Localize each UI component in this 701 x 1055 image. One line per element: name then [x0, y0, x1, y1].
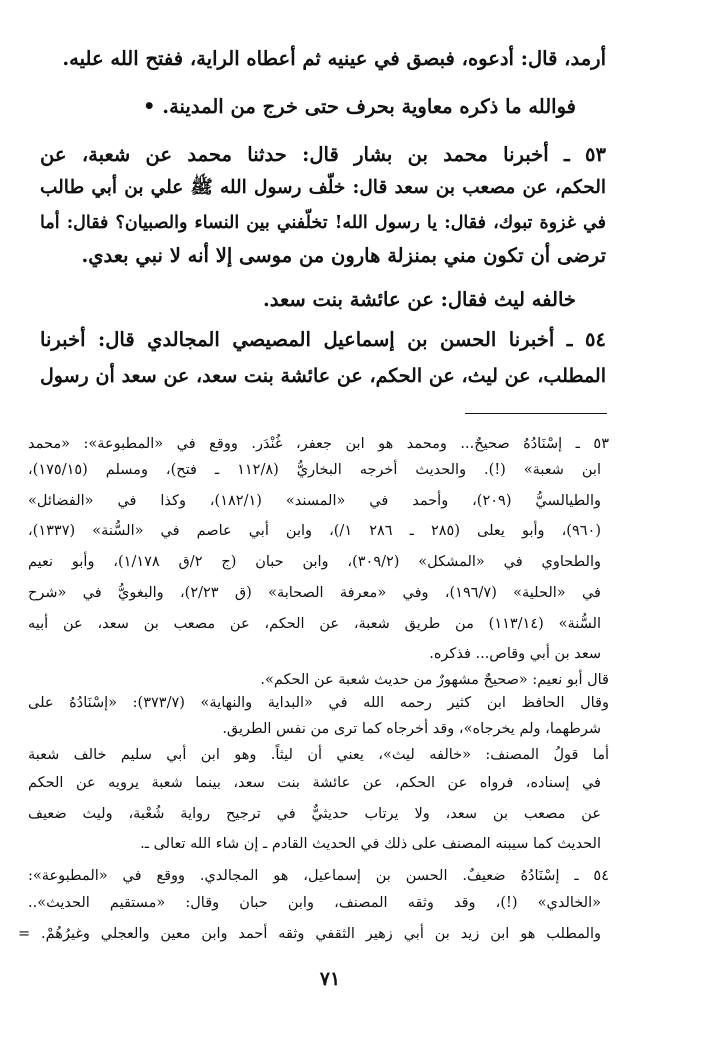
main-text-line: خالفه ليث فقال: عن عائشة بنت سعد. — [262, 288, 576, 311]
footnote-line: عن مصعب بن سعد، ولا يرتاب حديثيٌّ في ترجيح رواية شُعْبة، وليث ضعيف — [28, 806, 601, 822]
footnote-line: في إسناده، فرواه عن الحكم، عن عائشة بنت سعد، بينما شعبة يرويه عن الحكم — [28, 775, 601, 791]
footnote-line: السُّنة» (١١٣/١٤) من طريق شعبة، عن الحكم، عن مصعب بن سعد، عن أبيه — [28, 616, 601, 632]
main-text-line: الحكم، عن مصعب بن سعد قال: خلّف رسول الله ﷺ علي بن أبي طالب — [40, 177, 606, 198]
footnote-line: والطحاوي في «المشكل» (٣٠٩/٢)، وابن حبان (ج ٢/ق ١/١٧٨)، وأبو نعيم — [28, 554, 601, 570]
main-text-line: ٥٣ ـ أخبرنا محمد بن بشار قال: حدثنا محمد عن شعبة، عن — [40, 143, 606, 166]
main-text-line: في غزوة تبوك، فقال: يا رسول الله! تخلّفني بين النساء والصبيان؟ فقال: أما — [40, 213, 606, 233]
footnote-line: شرطهما، ولم يخرجاه»، وقد أخرجاه كما ترى من نفس الطريق. — [222, 721, 601, 737]
footnote-line: ابن شعبة» (!). والحديث أخرجه البخاريُّ (١١٢/٨ ـ فتح)، ومسلم (١٧٥/١٥)، — [28, 462, 601, 478]
footnote-line: ٥٤ ـ إسْنَادُهُ ضعيفٌ. الحسن بن إسماعيل، هو المجالدي. ووقع في «المطبوعة»: — [28, 868, 609, 884]
footnote-line: الحديث كما سيبنه المصنف على ذلك في الحديث القادم ـ إن شاء الله تعالى ـ. — [140, 836, 601, 852]
footnote-line: سعد بن أبي وقاص... فذكره. — [429, 646, 601, 662]
footnote-line: قال أبو نعيم: «صحيحٌ مشهورٌ من حديث شعبة عن الحكم». — [260, 672, 609, 688]
main-text-line: ٥٤ ـ أخبرنا الحسن بن إسماعيل المصيصي المجالدي قال: أخبرنا — [40, 328, 606, 351]
main-text-line: المطلب، عن ليث، عن الحكم، عن عائشة بنت سعد، عن سعد أن رسول — [40, 365, 606, 387]
footnote-line: «الخالدي» (!)، وقد وثقه المصنف، وابن حبان وقال: «مستقيم الحديث».. — [28, 895, 601, 911]
footnote-line: والمطلب هو ابن زيد بن أبي زهير الثقفي وثقه أحمد وابن معين والعجلي وغيرُهُمْ. = — [18, 926, 601, 942]
footnote-line: في «الحلية» (١٩٦/٧)، وفي «معرفة الصحابة» (ق ٢/٢٣)، والبغويُّ في «شرح — [28, 585, 601, 601]
footnote-line: أما قولُ المصنف: «خالفه ليث»، يعني أن ليثاً. وهو ابن أبي سليم خالف شعبة — [28, 747, 609, 763]
footnote-line: والطيالسيُّ (٢٠٩)، وأحمد في «المسند» (١٨٢/١)، وكذا في «الفضائل» — [28, 493, 602, 509]
main-text-line: فوالله ما ذكره معاوية بحرف حتى خرج من المدينة. • — [143, 95, 576, 118]
footnote-line: (٩٦٠)، وأبو يعلى (٢٨٥ ـ ٢٨٦ ١/)، وابن أبي عاصم في «السُّنة» (١٣٣٧)، — [28, 523, 602, 539]
main-text-line: أرمد، قال: أدعوه، فبصق في عينيه ثم أعطاه الراية، ففتح الله عليه. — [62, 47, 606, 70]
main-text-line: ترضى أن تكون مني بمنزلة هارون من موسى إلا أنه لا نبي بعدي. — [81, 244, 606, 267]
page-number: ٧١ — [319, 968, 341, 990]
footnote-separator — [465, 413, 607, 414]
footnote-line: ٥٣ ـ إسْنَادُهُ صحيحٌ... ومحمد هو ابن جعفر، غُنْدَر. ووقع في «المطبوعة»: «محمد — [28, 436, 609, 452]
footnote-line: وقال الحافظ ابن كثير رحمه الله في «البداية والنهاية» (٣٧٣/٧): «إسْنَادُهُ على — [28, 695, 609, 711]
